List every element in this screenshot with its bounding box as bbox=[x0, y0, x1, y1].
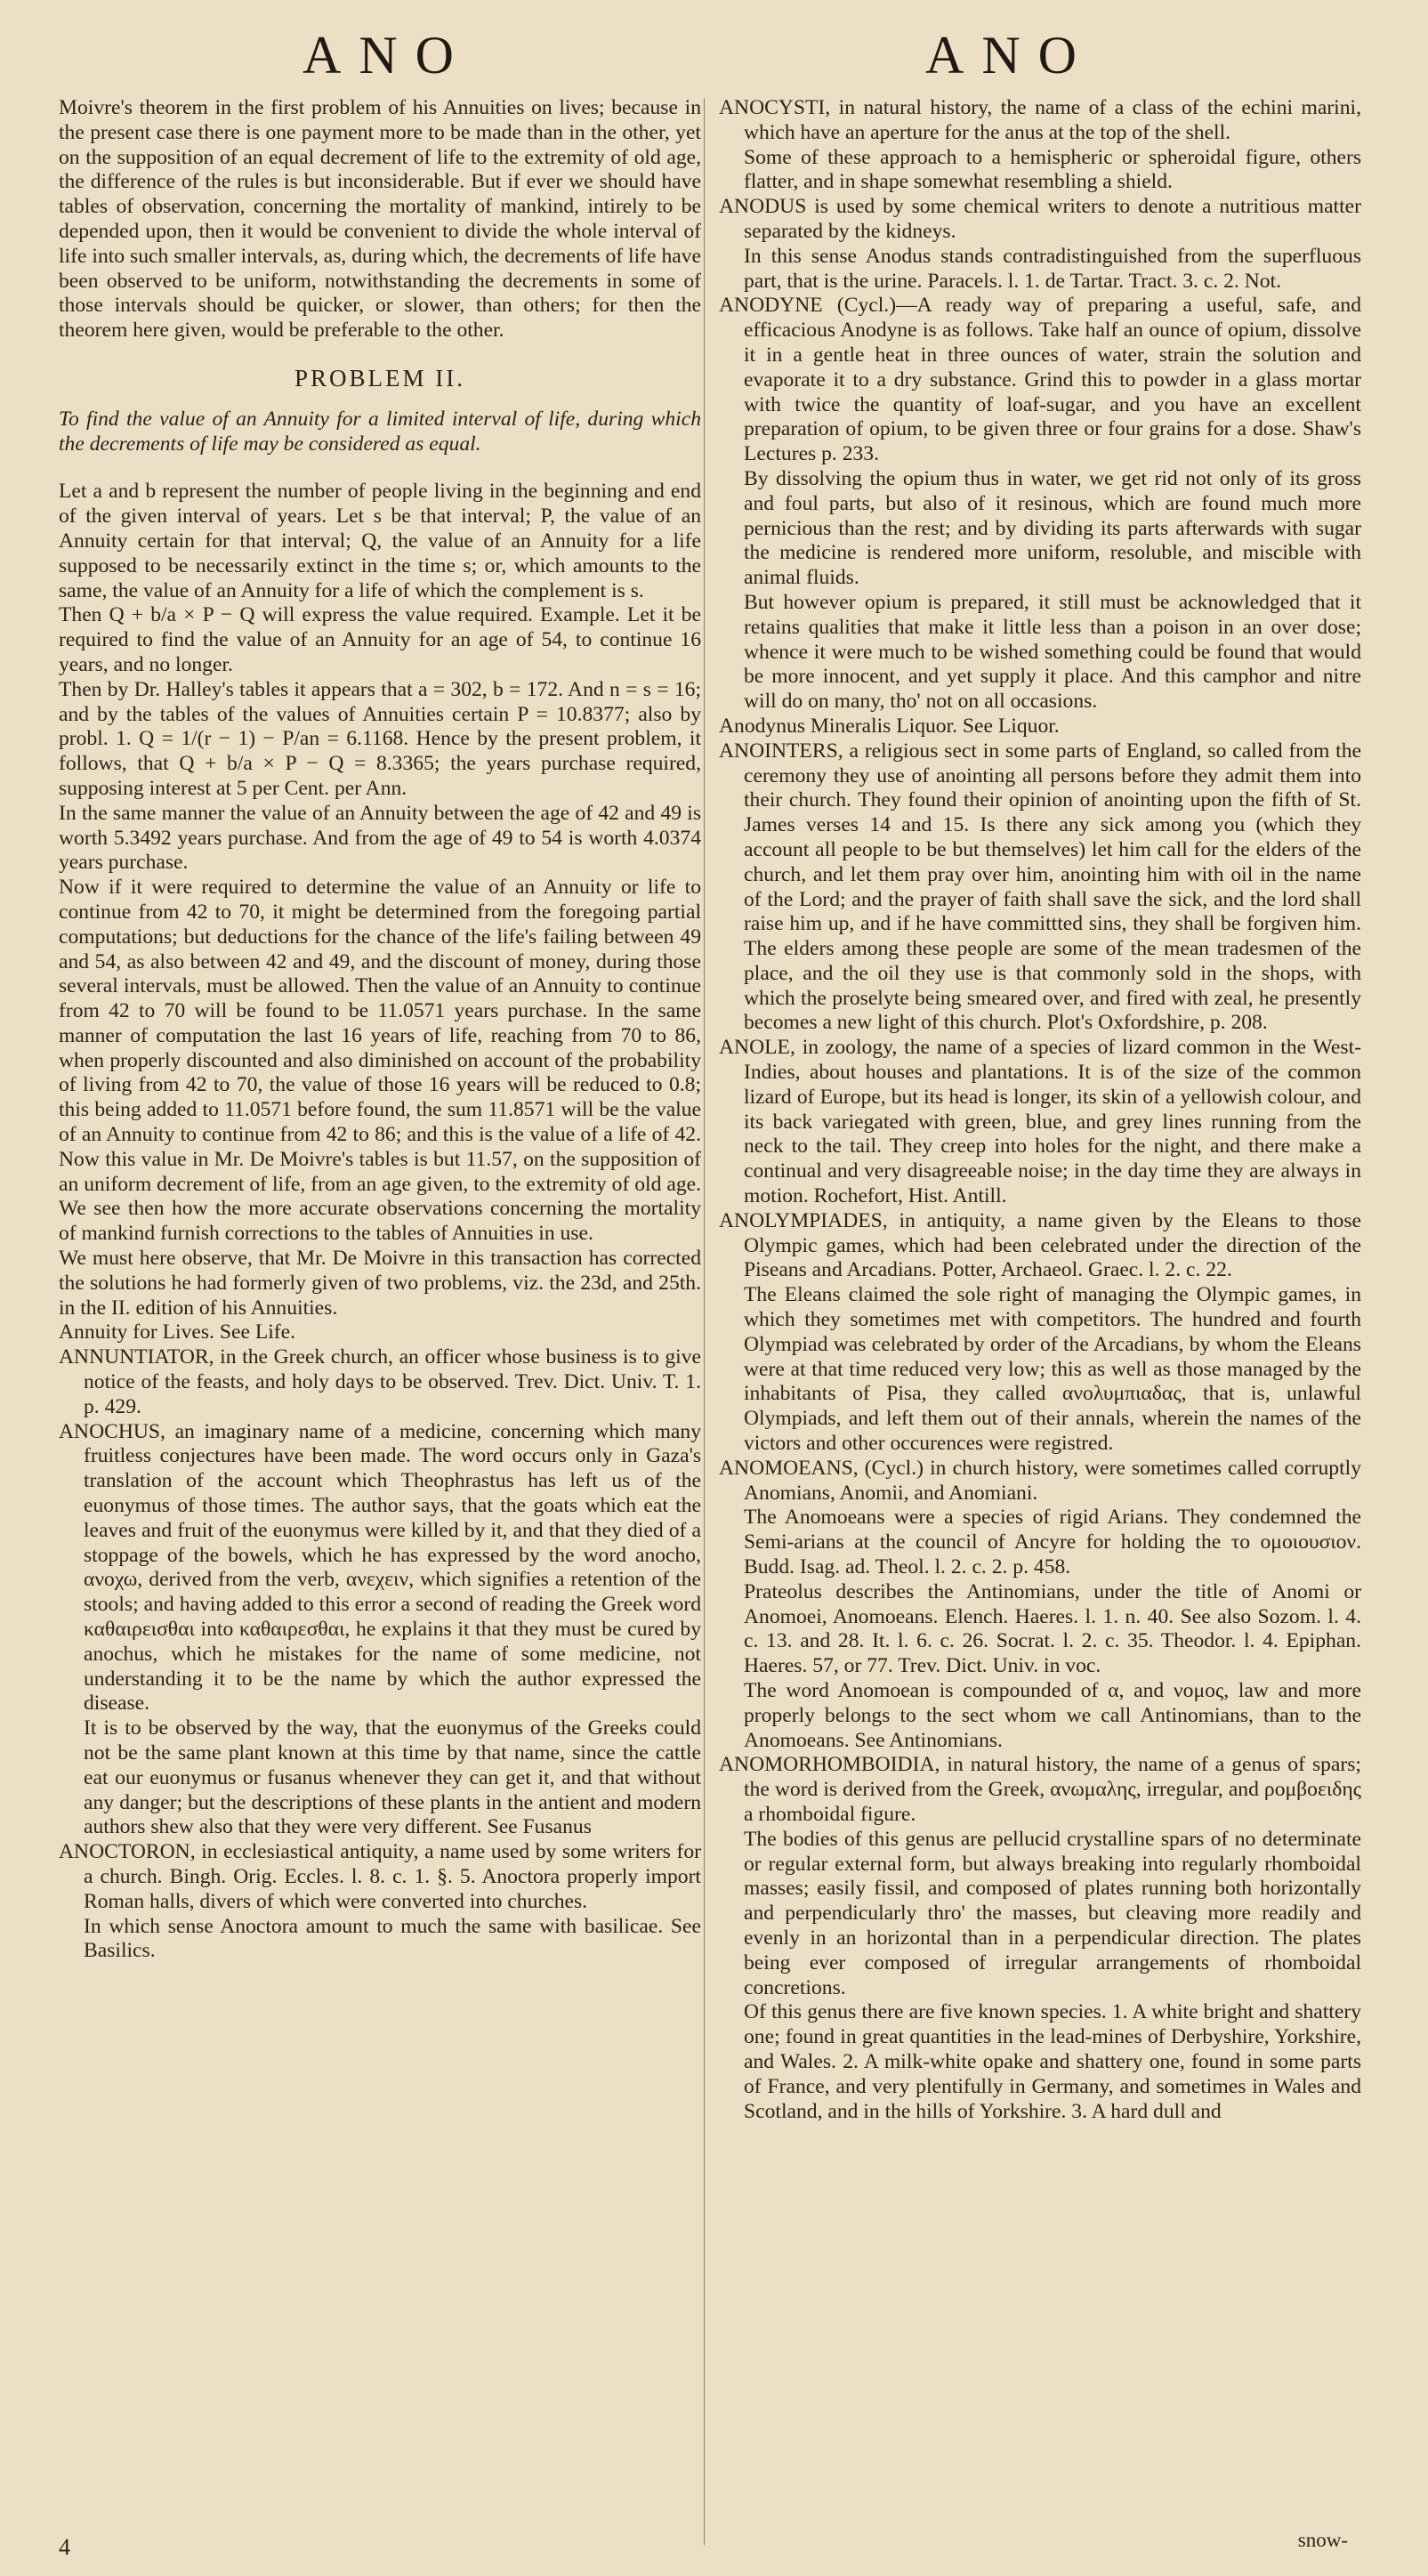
right-paragraph: The bodies of this genus are pellucid crystalline spars of no determinate or regular external form, but always breaking into regularly rhomboidal masses; easily fissil, and composed of plates running both horizontally and perpendicularly thro' the masses, but cleaving more readily and evenly in an horizontal than in a perpendicular direction. The plates being ever composed of irregular arrangements of rhomboidal concretions. bbox=[744, 1827, 1361, 1999]
right-paragraph: The word Anomoean is compounded of α, and νομος, law and more properly belongs to the sect whom we call Antinomians, than to the Anomoeans. See Antinomians. bbox=[744, 1679, 1361, 1752]
left-paragraph: Moivre's theorem in the first problem of his Annuities on lives; because in the present case there is one payment more to be made than in the other, yet on the supposition of an equal decrement of life to the extremity of old age, the difference of the rules is but inconsiderable. But if ever we should have tables of observation, concerning the mortality of mankind, intirely to be depended upon, then it would be convenient to divide the whole interval of life into such smaller intervals, as, during which, the decrements of life have been observed to be uniform, notwithstanding the decrements in some of those intervals should be quicker, or slower, than others; for then the theorem here given, would be preferable to the other. bbox=[59, 96, 701, 343]
left-paragraph: Then by Dr. Halley's tables it appears that a = 302, b = 172. And n = s = 16; and by the tables of the values of Annuities certain P = 10.8377; also by probl. 1. Q = 1/(r − 1) − P/an = 6.1168. Hence by the present problem, it follows, that Q + b/a × P − Q = 8.3365; the years purchase required, supposing interest at 5 per Cent. per Ann. bbox=[59, 677, 701, 800]
column-divider bbox=[704, 98, 705, 2545]
right-paragraph: ANOLE, in zoology, the name of a species of lizard common in the West-Indies, about houses and plantations. It is of the size of the common lizard of Europe, but its head is longer, its skin of a yellowish colour, and its back variegated with green, blue, and grey lines running from the neck to the tail. They creep into holes for the night, and there make a continual and very disagreeable noise; in the day time they are always in motion. Rochefort, Hist. Antill. bbox=[719, 1036, 1361, 1208]
right-paragraph: ANOMOEANS, (Cycl.) in church history, were sometimes called corruptly Anomians, Anomii, and Anomiani. bbox=[719, 1456, 1361, 1505]
left-paragraph: Then Q + b/a × P − Q will express the value required. Example. Let it be required to find the value of an Annuity for an age of 54, to continue 16 years, and no longer. bbox=[59, 603, 701, 676]
left-paragraph: ANNUNTIATOR, in the Greek church, an officer whose business is to give notice of the feasts, and holy days to be observed. Trev. Dict. Univ. T. 1. p. 429. bbox=[59, 1345, 701, 1418]
left-paragraph: In which sense Anoctora amount to much the same with basilicae. See Basilics. bbox=[84, 1914, 701, 1963]
right-paragraph: By dissolving the opium thus in water, we get rid not only of its gross and foul parts, but also of it resinous, which are found much more pernicious than the rest; and by dividing its parts afterwards with sugar the medicine is rendered more uniform, resoluble, and miscible with animal fluids. bbox=[744, 466, 1361, 590]
catchword: snow- bbox=[1297, 2529, 1348, 2551]
right-paragraph: Prateolus describes the Antinomians, under the title of Anomi or Anomoei, Anomoeans. Elench. Haeres. l. 1. n. 40. See also Sozom. l. 4. c. 13. and 28. It. l. 6. c. 26. Socrat. l. 2. c. 35. Theodor. l. 4. Epiphan. Haeres. 57, or 77. Trev. Dict. Univ. in voc. bbox=[744, 1579, 1361, 1678]
page-number: 4 bbox=[59, 2534, 70, 2560]
right-paragraph: ANOMORHOMBOIDIA, in natural history, the name of a genus of spars; the word is derived from the Greek, ανωμαλης, irregular, and ρομβοειδης a rhomboidal figure. bbox=[719, 1753, 1361, 1826]
left-paragraph: Let a and b represent the number of people living in the beginning and end of the given interval of years. Let s be that interval; P, the value of an Annuity certain for that interval; Q, the value of an Annuity for a life supposed to be necessarily extinct in the time s; or, which amounts to the same, the value of an Annuity for a life of which the complement is s. bbox=[59, 480, 701, 602]
running-head-right: ANO bbox=[925, 26, 1094, 85]
right-column bbox=[719, 96, 1361, 2124]
left-paragraph: ANOCHUS, an imaginary name of a medicine, concerning which many fruitless conjectures have been made. The word occurs only in Gaza's translation of the account which Theophrastus has left us of the euonymus of those times. The author says, that the goats which eat the leaves and fruit of the euonymus were killed by it, and that they died of a stoppage of the bowels, which he has expressed by the word anocho, ανοχω, derived from the verb, ανεχειν, which signifies a retention of the stools; and having added to this error a second of reading the Greek word καθαιρεισθαι into καθαιρεσθαι, he explains it that they must be cured by anochus, which he mistakes for the name of some medicine, not understanding it to be the name by which the author expressed the disease. bbox=[59, 1419, 701, 1716]
right-paragraph: ANOINTERS, a religious sect in some parts of England, so called from the ceremony they use of anointing all persons before they admit them into their church. They found their opinion of anointing upon the fifth of St. James verses 14 and 15. Is there any sick among you (which they account all people to be but themselves) let him call for the elders of the church, and let them pray over him, anointing him with oil in the name of the Lord; and the prayer of faith shall save the sick, and the lord shall raise him up, and if he have committted sins, they shall be forgiven him. The elders among these people are some of the mean tradesmen of the place, and the oil they use is that commonly sold in the shops, with which the proselyte being smeared over, and fired with zeal, he presently becomes a new light of this church. Plot's Oxfordshire, p. 208. bbox=[719, 739, 1361, 1035]
left-paragraph: Now if it were required to determine the value of an Annuity or life to continue from 42 to 70, it might be determined from the foregoing partial computations; but deductions for the chance of the life's failing between 49 and 54, as also between 42 and 49, and the discount of money, during those several intervals, must be allowed. Then the value of an Annuity to continue from 42 to 70 will be found to be 11.0571 years purchase. In the same manner of computation the last 16 years of life, reaching from 70 to 86, when properly discounted and also diminished on account of the probability of living from 42 to 70, the value of those 16 years will be reduced to 0.8; this being added to 11.0571 before found, the sum 11.8571 will be the value of an Annuity to continue from 42 to 86; and this is the value of a life of 42. Now this value in Mr. De Moivre's tables is but 11.57, on the supposition of an uniform decrement of life, from an age given, to the extremity of old age. We see then how the more accurate observations concerning the mortality of mankind furnish corrections to the tables of Annuities in use. bbox=[59, 876, 701, 1246]
left-paragraph: We must here observe, that Mr. De Moivre in this transaction has corrected the solutions he had formerly given of two problems, viz. the 23d, and 25th. in the II. edition of his Annuities. bbox=[59, 1247, 701, 1320]
right-paragraph: Some of these approach to a hemispheric or spheroidal figure, others flatter, and in shape somewhat resembling a shield. bbox=[744, 145, 1361, 194]
right-paragraph: Of this genus there are five known species. 1. A white bright and shattery one; found in great quantities in the lead-mines of Derbyshire, Yorkshire, and Wales. 2. A milk-white opake and shattery one, found in some parts of France, and very plentifully in Germany, and sometimes in Wales and Scotland, and in the hills of Yorkshire. 3. A hard dull and bbox=[744, 2000, 1361, 2123]
left-paragraph: To find the value of an Annuity for a limited interval of life, during which the decrements of life may be considered as equal. bbox=[59, 407, 701, 456]
running-head-left: ANO bbox=[303, 26, 472, 85]
right-paragraph: ANODUS is used by some chemical writers to denote a nutritious matter separated by the kidneys. bbox=[719, 195, 1361, 243]
right-paragraph: In this sense Anodus stands contradistinguished from the superfluous part, that is the urine. Paracels. l. 1. de Tartar. Tract. 3. c. 2. Not. bbox=[744, 244, 1361, 293]
left-paragraph: Annuity for Lives. See Life. bbox=[59, 1320, 296, 1345]
right-paragraph: ANOLYMPIADES, in antiquity, a name given by the Eleans to those Olympic games, which had been celebrated under the direction of the Piseans and Arcadians. Potter, Archaeol. Graec. l. 2. c. 22. bbox=[719, 1208, 1361, 1282]
right-paragraph: The Eleans claimed the sole right of managing the Olympic games, in which they sometimes met with competitors. The hundred and fourth Olympiad was celebrated by order of the Arcadians, by whom the Eleans were at that time reduced very low; this as well as those managed by the inhabitants of Pisa, they called ανολυμπιαδας, that is, unlawful Olympiads, and left them out of their annals, wherein the names of the victors and other occurences were registred. bbox=[744, 1283, 1361, 1456]
left-column bbox=[59, 96, 701, 1964]
left-paragraph: It is to be observed by the way, that the euonymus of the Greeks could not be the same plant known at this time by that name, since the cattle eat our euonymus or fusanus whenever they can get it, and that without any danger; but the descriptions of these plants in the antient and modern authors shew also that they were very different. See Fusanus bbox=[84, 1716, 701, 1839]
right-paragraph: But however opium is prepared, it still must be acknowledged that it retains qualities that make it little less than a poison in an over dose; whence it were much to be wished something could be found that would be more innocent, and yet supply it place. And this camphor and nitre will do on many, tho' not on all occasions. bbox=[744, 590, 1361, 714]
right-paragraph: ANODYNE (Cycl.)—A ready way of preparing a useful, safe, and efficacious Anodyne is as follows. Take half an ounce of opium, dissolve it in a gentle heat in three ounces of water, strain the solution and evaporate it to a dry substance. Grind this to powder in a glass mortar with twice the quantity of loaf-sugar, and you have an excellent preparation of opium, to be given three or four grains for a dose. Shaw's Lectures p. 233. bbox=[719, 294, 1361, 466]
right-paragraph: ANOCYSTI, in natural history, the name of a class of the echini marini, which have an aperture for the anus at the top of the shell. bbox=[719, 96, 1361, 144]
right-paragraph: Anodynus Mineralis Liquor. See Liquor. bbox=[719, 714, 1060, 738]
left-paragraph: ANOCTORON, in ecclesiastical antiquity, a name used by some writers for a church. Bingh. Orig. Eccles. l. 8. c. 1. §. 5. Anoctora properly import Roman halls, divers of which were converted into churches. bbox=[59, 1840, 701, 1913]
left-paragraph: PROBLEM II. bbox=[294, 364, 465, 392]
right-paragraph: The Anomoeans were a species of rigid Arians. They condemned the Semi-arians at the council of Ancyre for holding the το ομοιουσιον. Budd. Isag. ad. Theol. l. 2. c. 2. p. 458. bbox=[744, 1506, 1361, 1579]
left-paragraph: In the same manner the value of an Annuity between the age of 42 and 49 is worth 5.3492 years purchase. And from the age of 49 to 54 is worth 4.0374 years purchase. bbox=[59, 801, 701, 875]
